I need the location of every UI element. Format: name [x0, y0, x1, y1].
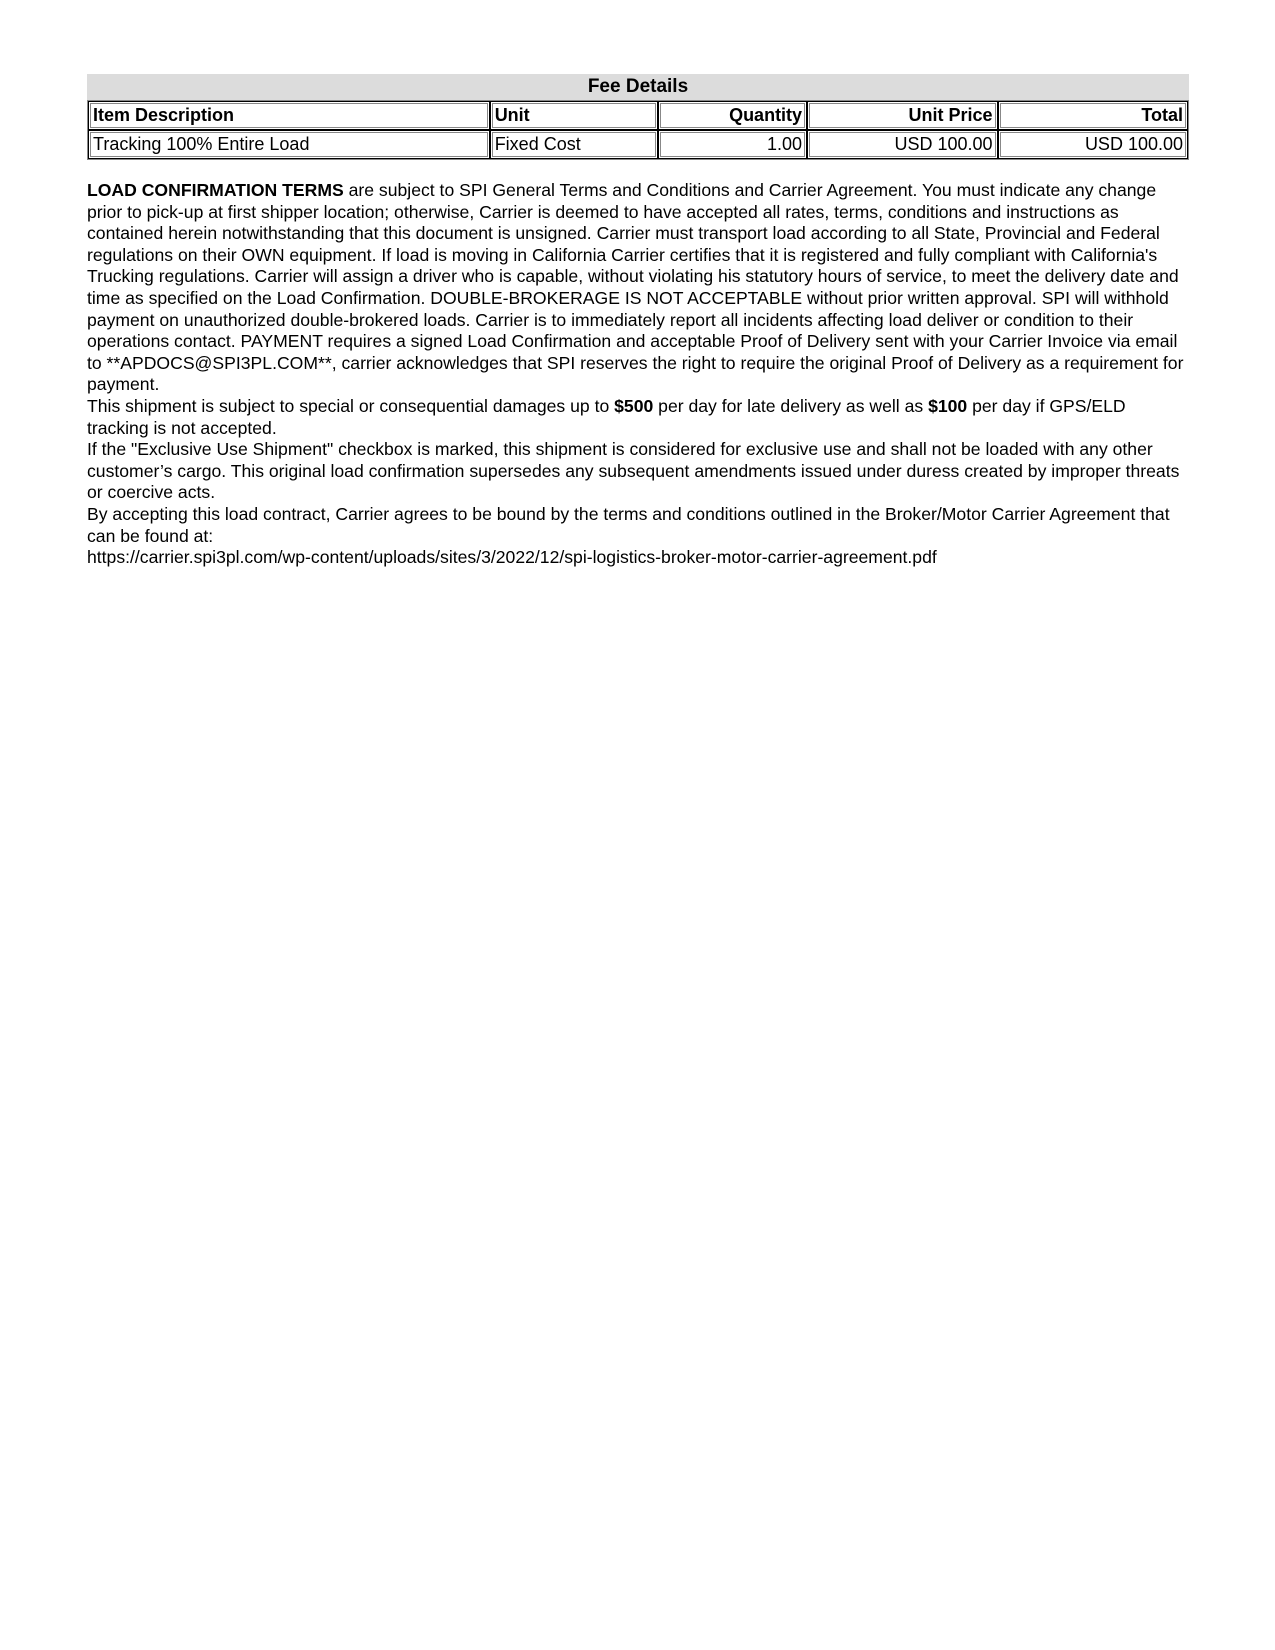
damages-text-a: This shipment is subject to special or consequential damages up to — [87, 395, 615, 416]
cell-quantity: 1.00 — [658, 130, 807, 159]
document-page — [87, 74, 1189, 569]
column-header-unit: Unit — [490, 101, 659, 130]
terms-paragraph-damages — [87, 396, 1189, 439]
column-header-unit-price: Unit Price — [807, 101, 997, 130]
table-row — [88, 130, 1188, 159]
terms-heading: LOAD CONFIRMATION TERMS — [87, 180, 344, 200]
damages-text-b: per day for late delivery as well as — [653, 395, 929, 416]
tracking-amount: $100 — [928, 395, 968, 416]
fee-details-title: Fee Details — [87, 74, 1189, 100]
terms-paragraph-1-text: are subject to SPI General Terms and Conditions and Carrier Agreement. You must indicate any change prior to pick-up at first shipper location; otherwise, Carrier is deemed to have accepted all rates, terms, conditions and instructions as contained herein notwithstanding that this document is unsigned. Carrier must transport load according to all State, Provincial and Federal regulations on their OWN equipment. If load is moving in California Carrier certifies that it is registered and fully compliant with California's Trucking regulations. Carrier will assign a driver who is capable, without violating his statutory hours of service, to meet the delivery date and time as specified on the Load Confirmation. DOUBLE-BROKERAGE IS NOT ACCEPTABLE without prior written approval. SPI will withhold payment on unauthorized double-brokered loads. Carrier is to immediately report all incidents affecting load deliver or condition to their operations contact. PAYMENT requires a signed Load Confirmation and acceptable Proof of Delivery sent with your Carrier Invoice via email to **APDOCS@SPI3PL.COM**, carrier acknowledges that SPI reserves the right to require the original Proof of Delivery as a requirement for payment. — [87, 180, 1184, 395]
cell-item-description: Tracking 100% Entire Load — [88, 130, 490, 159]
terms-paragraph-agreement: By accepting this load contract, Carrier agrees to be bound by the terms and conditions outlined in the Broker/Motor Carrier Agreement that can be found at: — [87, 503, 1170, 546]
cell-total: USD 100.00 — [998, 130, 1188, 159]
cell-unit: Fixed Cost — [490, 130, 659, 159]
terms-paragraph-1 — [87, 180, 1189, 396]
column-header-quantity: Quantity — [658, 101, 807, 130]
fee-details-table — [87, 100, 1189, 160]
damages-text-c: per day if GPS/ELD tracking is not accepted. — [87, 395, 1126, 438]
column-header-item-description: Item Description — [88, 101, 490, 130]
load-confirmation-terms — [87, 180, 1189, 569]
agreement-url: https://carrier.spi3pl.com/wp-content/uploads/sites/3/2022/12/spi-logistics-broker-motor-carrier-agreement.pdf — [87, 547, 937, 568]
column-header-total: Total — [998, 101, 1188, 130]
terms-paragraph-exclusive-use: If the "Exclusive Use Shipment" checkbox is marked, this shipment is considered for exclusive use and shall not be loaded with any other customer’s cargo. This original load confirmation supersedes any subsequent amendments issued under duress created by improper threats or coercive acts. — [87, 439, 1180, 503]
cell-unit-price: USD 100.00 — [807, 130, 997, 159]
table-header-row — [88, 101, 1188, 130]
late-delivery-amount: $500 — [614, 395, 654, 416]
